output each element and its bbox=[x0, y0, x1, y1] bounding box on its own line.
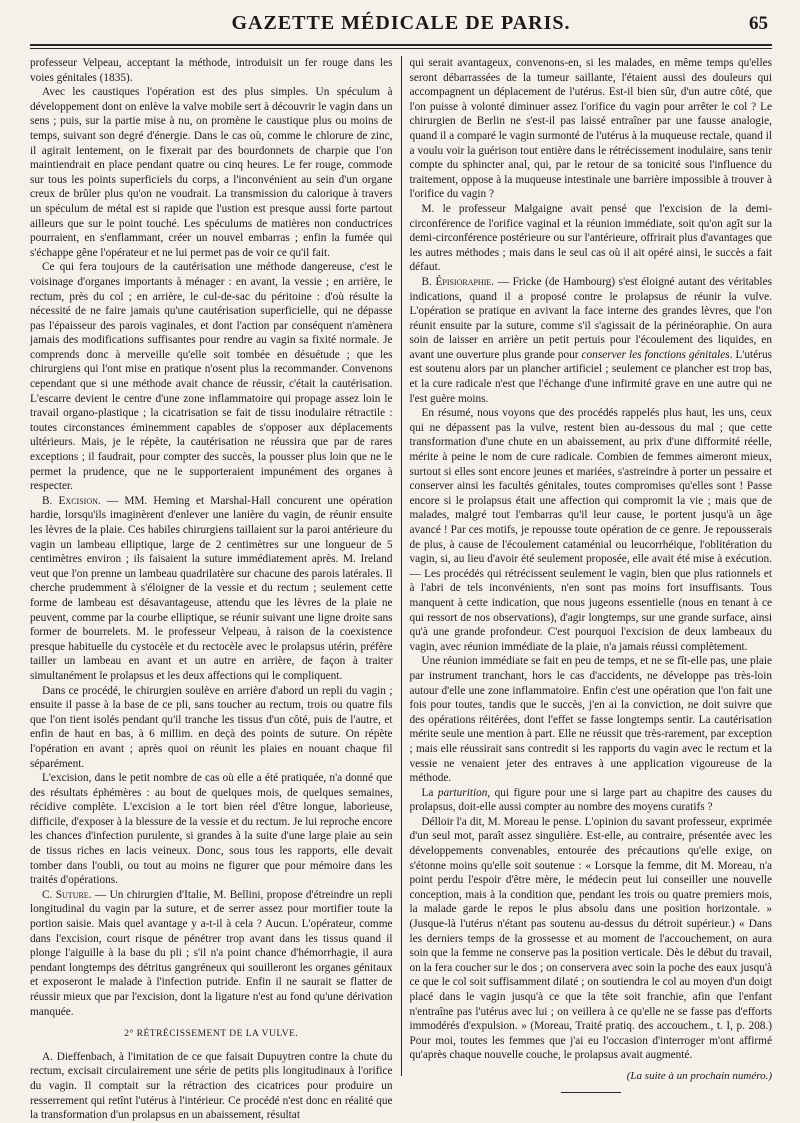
continuation-note: (La suite à un prochain numéro.) bbox=[626, 1069, 772, 1082]
section-heading: B. Excision. bbox=[42, 494, 101, 507]
paragraph-text: . L'utérus est soutenu alors par un plancher artificiel ; seulement ce plancher est trop bas, et la cure radicale n'est que l'échange d'une infirmité grave en une autre qui ne l'est guère moins. bbox=[409, 348, 772, 405]
paragraph-text: , qui figure pour une si large part au chapitre des causes du prolapsus, doit-elle aussi compter au nombre des moyens curatifs ? bbox=[409, 786, 772, 814]
paragraph-text: La bbox=[421, 786, 438, 799]
paragraph: Avec les caustiques l'opération est des plus simples. Un spéculum à développement dont on enlève la valve mobile sert à découvrir le vagin dans un sens ; puis, sur la partie mise à nu, on promène le caustique plus ou moins de temps, suivant son degré d'énergie. Dans le cas où, comme le chlorure de zinc, il agirait lentement, on le fixerait par des bourdonnets de charpie que l'on maintiendrait en place pendant quatre ou cinq heures. Le fer rouge, commode sur tous les points superficiels du corps, a l'inconvénient au sein d'un organe creux de brûler plus qu'on ne voudrait. La transmission du calorique à travers un spéculum de métal est si rapide que l'ustion est presque aussi forte partout ailleurs que sur le point touché. Les spéculums de matières non conductrices pourraient, en s'enflammant, créer un nouvel embarras ; enfin la fumée qui s'échappe gêne l'opérateur et ne lui permet pas de voir ce qu'il fait. bbox=[30, 86, 393, 259]
paragraph: Ce qui fera toujours de la cautérisation une méthode dangereuse, c'est le voisinage d'organes importants à ménager : en avant, la vessie ; en arrière, le rectum, près du col ; en arrière, le cul-de-sac du péritoine : d'où résulte la nécessité de ne faire jamais qu'une cautérisation superficielle, qui ne dépasse pas l'épaisseur des parois vaginales, et dont l'action par conséquent n'amènera jamais des modifications suffisantes pour rendre au vagin sa fixité normale. Je comprends donc à merveille qu'elle soit tombée en désuétude ; que les chirurgiens qui l'ont mise en pratique n'osent plus la recommander. Convenons cependant que si une méthode avait chance de réussir, c'était la cautérisation. L'escarre devient le centre d'une zone inflammatoire qui propage assez loin le travail organo-plastique ; la cicatrisation se fait de tissu inodulaire rétractile : toutes circonstances éminemment capables de s'opposer aux déplacements ultérieurs. Mais, je le répète, la cautérisation ne réussira que par de rares exceptions ; il faudrait, pour compter des succès, la pousser plus loin que ne le permet la prudence, que ne le supporteraient impunément des organes à respecter. bbox=[30, 261, 393, 493]
paragraph: Délloir l'a dit, M. Moreau le pense. L'opinion du savant professeur, exprimée d'un seul mot, paraît assez singulière. Est-elle, au contraire, présentée avec les développements convenables, entourée des précautions qu'elle exige, on s'étonne moins qu'elle soit soutenue : « Lorsque la femme, dit M. Moreau, n'a point perdu l'espoir d'être mère, le médecin peut lui conseiller une nouvelle conception, mais à la condition que, pendant les trois ou quatre premiers mois, la malade garde le repos le plus absolu dans une position horizontale. » (Jusque-là l'utérus n'étant pas soutenu au-dessus du détroit supérieur.) « Dans les derniers temps de la grossesse et au moment de l'accouchement, on aura soin que la femme ne conserve pas la position verticale. Dès le début du travail, on la fera coucher sur le dos ; on conservera avec soin la poche des eaux jusqu'à ce que le col soit suffisamment dilaté ; on soutiendra le col au moyen d'un doigt placé dans le vagin jusqu'à ce que la tête soit franchie, afin que l'enfant n'entraîne pas l'utérus avec lui ; on veillera à ce qu'elle ne se fasse pas d'efforts immodérés d'expulsion. » (Moreau, Traité pratiq. des accouchem., t. I, p. 208.) Pour moi, toutes les femmes que j'ai eu l'occasion d'interroger m'ont affirmé qu'après chaque nouvelle couche, le prolapsus avait augmenté. bbox=[409, 815, 772, 1062]
paragraph: A. Dieffenbach, à l'imitation de ce que faisait Dupuytren contre la chute du rectum, excisait circulairement une série de petits plis longitudinaux à l'orifice du vagin. Il comptait sur la rétraction des cicatrices pour produire un resserrement qui retînt l'utérus à l'intérieur. Ce procédé n'est donc en réalité que la transformation d'un prolapsus en un abaissement, résultat bbox=[30, 1050, 393, 1122]
paragraph: professeur Velpeau, acceptant la méthode, introduisit un fer rouge dans les voies génitales (1835). bbox=[30, 57, 393, 84]
paragraph-text: — Un chirurgien d'Italie, M. Bellini, propose d'étreindre un repli longitudinal du vagin par la suture, et de serrer assez pour mortifier toute la portion saisie. Mais quel avantage y a-t-il à cela ? Aucun. L'opérateur, comme dans l'excision, court risque de pénétrer trop avant dans les tissus quand il plonge l'aiguille à la base du pli ; s'il n'a point chance d'hémorrhagie, il aura pendant longtemps des détritus gangréneux qui souilleront les organes génitaux et exposeront le malade à l'infection putride. Enfin il ne saurait se flatter de réussir mieux que par l'excision, dont la ligature n'est au fond qu'une dérivation manquée. bbox=[30, 888, 393, 1018]
header-rule bbox=[30, 48, 772, 49]
page-number: 65 bbox=[749, 13, 768, 34]
paragraph: En résumé, nous voyons que des procédés rappelés plus haut, les uns, ceux qui ne dépassent pas la vulve, restent bien au-dessous du mal ; que cette transformation d'une chute en un abaissement, au prix d'une difformité réelle, mérite à peine le nom de cure radicale. Combien de femmes aimeront mieux, surtout si elles sont encore jeunes et mariées, s'astreindre à porter un pessaire et conserver ainsi les facultés génitales, toutes compromises qu'elles sont ! Passe encore si le prolapsus était une affection qui compromit la vie ; mais que de malades, malgré tout l'embarras qu'il leur cause, le portent jusqu'à un âge avancé ! Par ces motifs, je repousse toute opération de ce genre. Je repousserais de plus, à cause de l'écoulement cataménial ou leucorrhéique, l'oblitération du vagin, si, au lieu d'avoir été seulement proposée, elle avait été mise à exécution. — Les procédés qui rétrécissent seulement le vagin, bien que plus rationnels et à l'abri de tels inconvénients, n'en sont pas moins fort insuffisants. Tous manquent à cette indication, que nous jugeons essentielle (nous en tenant à ce qui ressort de nos observations), d'agir longtemps, sur une grande surface, ainsi qu'à une grande profondeur. C'est pourquoi l'excision de deux lambeaux du vagin, avec réunion immédiate de la plaie, n'a jamais réussi complètement. bbox=[409, 407, 772, 653]
paragraph: qui serait avantageux, convenons-en, si les malades, en même temps qu'elles seront débarrassées de la tumeur saillante, l'étaient aussi des douleurs qui accompagnent un déplacement de l'utérus. Est-il bien sûr, d'un autre côté, que l'on puisse à volonté diminuer assez l'orifice du vagin pour arrêter le col ? Le chirurgien de Berlin ne s'est-il pas laissé entraîner par une fausse analogie, quand il a comparé le vagin surmonté de l'utérus à la muqueuse rectale, quand il a voulu voir la guérison tout entière dans le rétrécissement inodulaire, sans tenir compte du sphincter anal, qui, par le retour de sa tonicité sous l'influence du traitement, oppose à la muqueuse intestinale une barrière impossible à trouver à l'orifice du vagin ? bbox=[409, 57, 772, 201]
section-heading: B. Épisioraphie. bbox=[421, 275, 495, 288]
paragraph-text: — Fricke (de Hambourg) s'est éloigné autant des véritables indications, quand il a proposé contre le prolapsus de réunir la vulve. L'opération se pratique en avivant la face interne des grandes lèvres, que l'on réunit ensuite par la suture, comme s'il s'agissait de la périnéoraphie. On aura soin de laisser en arrière un petit pertuis pour l'écoulement des liquides, en avant une ouverture plus grande pour bbox=[409, 275, 772, 361]
end-rule bbox=[561, 1092, 621, 1093]
paragraph-text: — MM. Heming et Marshal-Hall concurent une opération hardie, lorsqu'ils imaginèrent d'enlever une lanière du vagin, de réunir ensuite les lèvres de la plaie. Ces habiles chirurgiens taillaient sur la paroi antérieure du vagin un lambeau elliptique, large de 2 centimètres sur une longueur de 5 centimètres environ ; ils faisaient la suture immédiatement après. M. Ireland veut que l'on prenne un lambeau quadrilatère sur chacune des parois latérales. Il cherche prudemment à s'éloigner de la vessie et du rectum ; seulement cette forme de lambeau est désavantageuse, attendu que les lèvres de la plaie ne peuvent, comme par la courbe elliptique, se réunir suivant une ligne droite sans former de bourrelets. M. le professeur Velpeau, à raison de la coexistence presque habituelle du cystocèle et du rectocèle avec le prolapsus utérin, préfère tailler un lambeau en avant et un autre en arrière, de façon à traiter simultanément le prolapsus et les deux affections qui le compliquent. bbox=[30, 494, 393, 682]
journal-title: GAZETTE MÉDICALE DE PARIS. bbox=[231, 12, 571, 34]
section-heading: C. Suture. bbox=[42, 888, 92, 901]
paragraph bbox=[30, 888, 393, 1019]
page-header bbox=[30, 0, 772, 46]
subsection-heading: 2° RÉTRÉCISSEMENT DE LA VULVE. bbox=[124, 1029, 299, 1040]
paragraph bbox=[409, 275, 772, 406]
left-column bbox=[30, 56, 401, 1122]
paragraph: Une réunion immédiate se fait en peu de temps, et ne se fît-elle pas, une plaie par instrument tranchant, hors le cas d'accidents, ne développe pas très-loin autour d'elle une zone inflammatoire. Enfin c'est une opération que l'on fait une fois pour toutes, tandis que le succès, j'en ai la conviction, ne doit suivre que des opérations réitérées, dont l'effet se fasse longtemps sentir. La cautérisation mérite seule une mention à part. Elle ne réussit que très-rarement, par exception ; mais elle réussirait sans contredit si les rapports du vagin avec le rectum et la vessie ne venaient jeter des entraves à une application vigoureuse de la méthode. bbox=[409, 655, 772, 785]
paragraph bbox=[30, 494, 393, 684]
paragraph bbox=[409, 786, 772, 815]
emphasis-text: conserver les fonctions génitales bbox=[581, 348, 730, 361]
paragraph: Dans ce procédé, le chirurgien soulève en arrière d'abord un repli du vagin ; ensuite il passe à la base de ce pli, sans toucher au rectum, trois ou quatre fils que l'on tient isolés pendant qu'il tranche les tissus d'un côté, puis de l'autre, et enfin de haut en bas, à 6 millim. en deçà des points de suture. On répète l'opération en avant ; après quoi on réunit les plaies en nouant chaque fil séparément. bbox=[30, 684, 393, 770]
emphasis-text: parturition bbox=[437, 786, 488, 799]
article-columns bbox=[30, 56, 772, 1122]
paragraph: M. le professeur Malgaigne avait pensé que l'excision de la demi-circonférence de l'orifice vaginal et la réunion immédiate, soit qu'on agît sur la demi-circonférence postérieure ou sur l'antérieure, offrirait plus d'avantages que les autres méthodes ; mais dans le seul cas où il ait opéré ainsi, le succès a fait défaut. bbox=[409, 202, 772, 274]
paragraph: L'excision, dans le petit nombre de cas où elle a été pratiquée, n'a donné que des résultats éphémères : au bout de quelques mois, de quelques semaines, récidive complète. L'excision a le tort bien réel d'être longue, laborieuse, difficile, d'exposer à la blessure de la vessie et du rectum. Je lui reproche encore les chances d'infection purulente, si grandes à la suite d'une large plaie au sein de tissus riches en lacis veineux. Donc, sous tous les rapports, elle devait tomber dans l'oubli, ou tout au moins ne figurer que pour mémoire dans les traités d'opérations. bbox=[30, 772, 393, 887]
right-column bbox=[401, 56, 772, 1082]
